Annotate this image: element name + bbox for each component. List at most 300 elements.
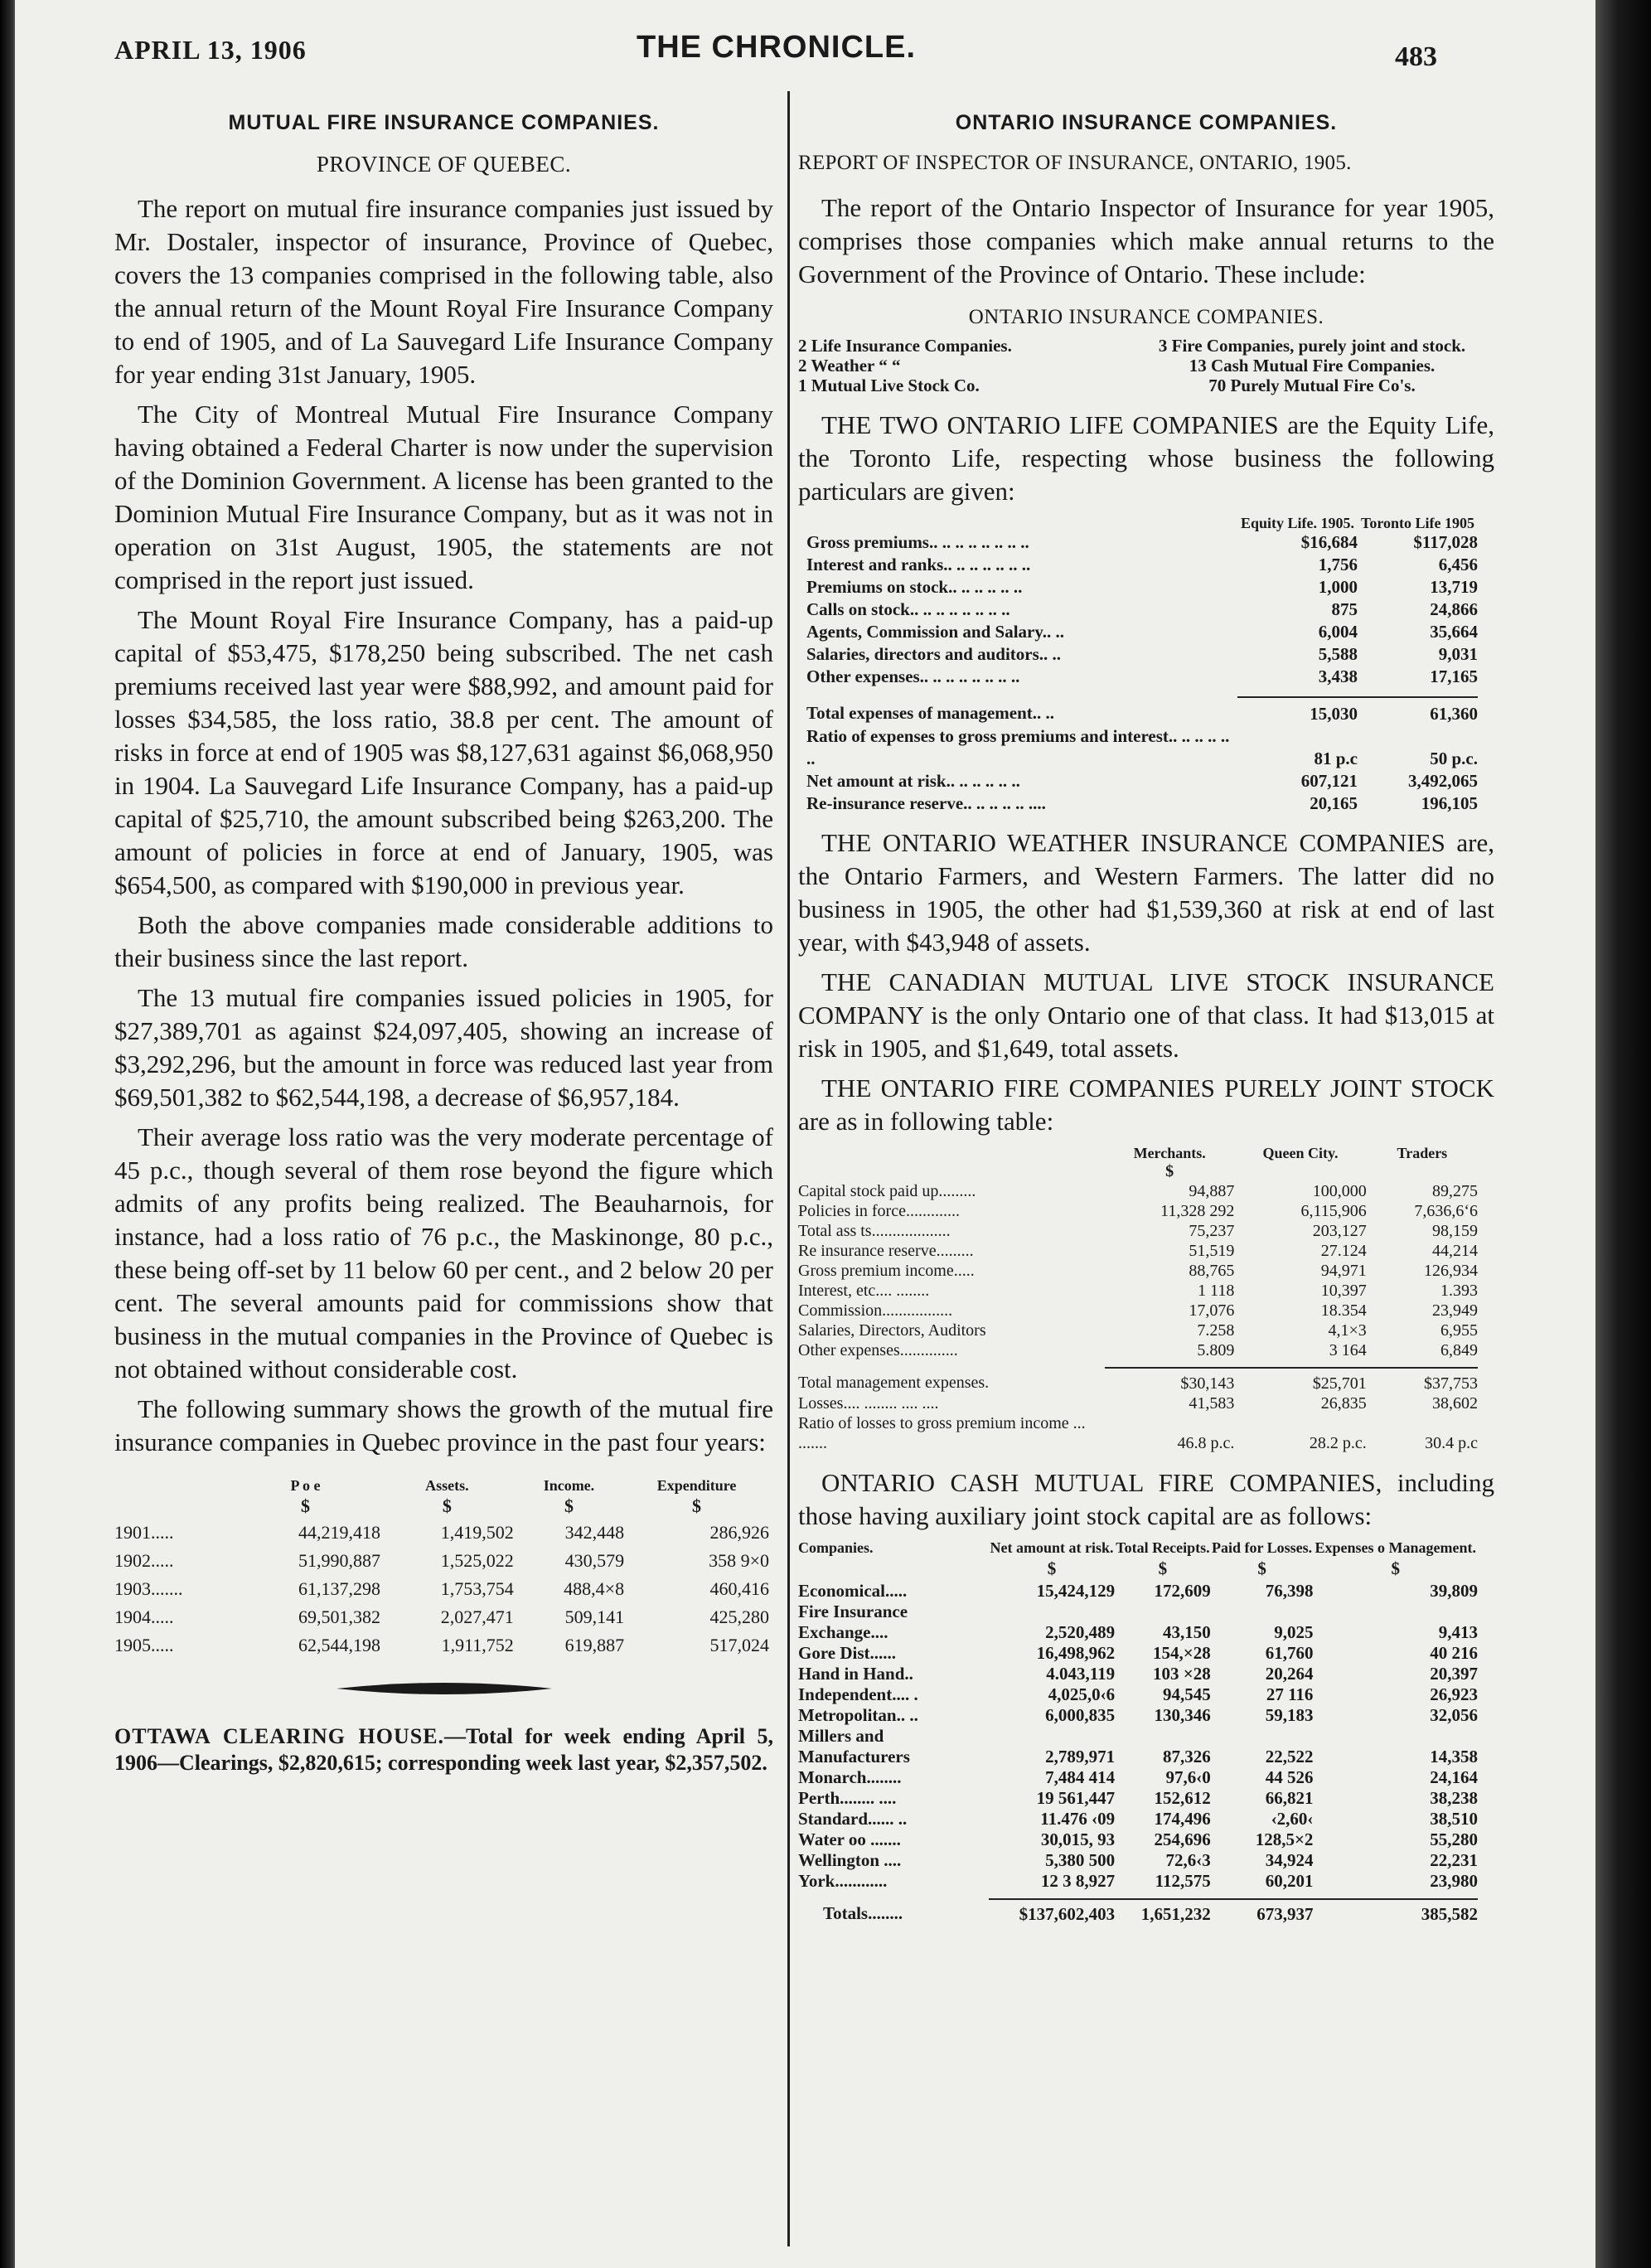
cell: 19 561,447 [1036,1788,1116,1808]
table-row [798,1340,1478,1360]
right-section-title: ONTARIO INSURANCE COMPANIES. [955,111,1338,134]
cell: 89,275 [1432,1182,1478,1200]
cell: 154,×28 [1153,1643,1211,1663]
cell [1211,1726,1314,1747]
cell: 66,821 [1265,1788,1314,1808]
cell: 673,937 [1256,1904,1314,1924]
cell: 40 216 [1430,1643,1478,1663]
row-label: Salaries, directors and auditors.. .. [806,644,1062,664]
table-row [806,621,1478,643]
table-row [806,697,1478,725]
cell [989,1726,1115,1747]
cell: 286,926 [709,1522,769,1543]
row-label: Total management expenses. [798,1374,990,1392]
paragraph: The Mount Royal Fire Insurance Company, has a paid-up capital of $53,475, $178,250 being subscribed. The net cash premiums received last year were $88,992, and amount paid for losses $34,585, the loss ratio, 38.8 per cent. The amount of risks in force at end of 1905 was $8,127,631 against $6,068,950 in 1904. La Sauvegard Life Insurance Company, has a paid-up capital of $25,710, the amount subscribed being $263,200. The amount of policies in force at end of January, 1905, was $654,500, as compared with $190,000 in previous year. [114,605,773,899]
col-header: Expenses o Management. [1315,1539,1476,1556]
table-row [798,1321,1478,1340]
cell: 87,326 [1163,1747,1211,1766]
ornamental-rule [114,1668,773,1707]
table-row [798,1281,1478,1301]
cell: 6,955 [1440,1321,1478,1340]
cell: 128,5×2 [1255,1829,1314,1849]
col-header: Expenditure [656,1477,737,1494]
cell [1313,1602,1478,1622]
table-row [114,1547,769,1575]
table-row [798,1368,1478,1393]
cell: 72,6‹3 [1165,1850,1211,1870]
cell: 30.4 p.c [1425,1434,1478,1452]
cell: 11,328 292 [1160,1202,1235,1220]
newspaper-page [15,0,1615,2268]
row-label: Premiums on stock.. .. .. .. .. .. [806,577,1023,597]
table-row [806,598,1478,621]
col-header: Equity Life. 1905. [1240,515,1354,531]
cell [1115,1726,1211,1747]
cell: 607,121 [1300,771,1358,791]
table-row [798,1747,1478,1767]
cell: 20,165 [1310,793,1358,813]
unit-label: $ [564,1495,574,1516]
table-row [806,666,1478,688]
table-row [798,1871,1478,1892]
cell: 69,501,382 [298,1606,380,1627]
cell: 38,238 [1430,1788,1478,1808]
row-label: Other expenses.............. [798,1341,958,1359]
row-label: Millers and [798,1726,884,1746]
paragraph: THE TWO ONTARIO LIFE COMPANIES are the Equity Life, the Toronto Life, respecting whose business the following particulars are given: [798,410,1494,506]
col-header: Traders [1397,1145,1448,1161]
cell: 3 164 [1329,1341,1367,1359]
life-companies-table [806,515,1478,815]
header-title: THE CHRONICLE. [637,30,916,65]
table-row [806,792,1478,815]
cell: 24,866 [1430,599,1478,619]
cell: $117,028 [1413,532,1478,552]
table-row [806,770,1478,792]
cell: 5,380 500 [1045,1850,1116,1870]
row-label: Exchange.... [798,1622,888,1642]
table-row [114,1519,769,1547]
col-header: Paid for Losses. [1212,1539,1313,1556]
cell: 10,397 [1320,1282,1367,1300]
companies-heading: ONTARIO INSURANCE COMPANIES. [968,306,1324,328]
cell: 619,887 [564,1635,625,1655]
cell: $37,753 [1424,1374,1478,1393]
paragraph: THE ONTARIO FIRE COMPANIES PURELY JOINT STOCK are as in following table: [798,1073,1494,1136]
paragraph: Their average loss ratio was the very moderate percentage of 45 p.c., though several of them rose beyond the figure which admits of any profits being realized. The Beauharnois, for instance, had a loss ratio of 76 p.c., the Maskinonge, 80 p.c., these being off-set by 11 below 60 per cent., and 2 below 20 per cent. The several amounts paid for commissions show that business in the mutual companies in the Province of Quebec is not obtained without considerable cost. [114,1122,773,1384]
unit-label: $ [1047,1558,1057,1578]
cell: 130,346 [1154,1705,1211,1725]
paragraph: THE ONTARIO WEATHER INSURANCE COMPANIES are, the Ontario Farmers, and Western Farmers. The latter did no business in 1905, the other had $1,539,360 at risk at end of last year, with $43,948 of assets. [798,828,1494,957]
row-label: Interest, etc.... ........ [798,1282,930,1300]
cell: 112,575 [1155,1871,1211,1891]
cell: 44,214 [1432,1242,1478,1260]
table-row [114,1603,769,1631]
row-label: Ratio of losses to gross premium income ... ....... [798,1414,1086,1452]
cell: 32,056 [1430,1705,1478,1725]
table-row [798,1413,1478,1453]
scan-right-border [1595,0,1651,2268]
list-cell: 3 Fire Companies, purely joint and stock. [1158,336,1466,356]
table-row [798,1664,1478,1684]
page-number: 483 [1395,41,1437,72]
table-row [798,1602,1478,1622]
table-row [114,1575,769,1603]
cell: 9,031 [1438,644,1478,664]
unit-label: $ [300,1495,310,1516]
cell: 385,582 [1421,1904,1478,1924]
cell: 23,980 [1430,1871,1478,1891]
cell: 100,000 [1312,1182,1367,1200]
table-row [806,531,1478,554]
row-label: Agents, Commission and Salary.. .. [806,622,1064,642]
row-label: Economical..... [798,1581,908,1601]
table-row [806,576,1478,598]
row-label: York............ [798,1871,888,1891]
cell: 14,358 [1430,1747,1478,1766]
cell: 26,835 [1320,1394,1367,1413]
cell: $16,684 [1300,532,1358,552]
table-row [798,1767,1478,1788]
left-column [114,99,773,1776]
cell [1115,1602,1211,1622]
col-header: Total Receipts. [1116,1539,1210,1556]
table-row [798,1261,1478,1281]
cell: 6,115,906 [1300,1202,1367,1220]
cell: 5,588 [1318,644,1358,664]
cell: 2,027,471 [440,1606,514,1627]
cell: 81 p.c [1314,749,1358,768]
cell: 11.476 ‹09 [1040,1809,1116,1829]
row-label: Metropolitan.. .. [798,1705,918,1725]
table-row [798,1788,1478,1809]
row-label: Re-insurance reserve.. .. .. .. .. .... [806,793,1046,813]
cell: $30,143 [1180,1374,1235,1393]
list-cell: 13 Cash Mutual Fire Companies. [1189,356,1436,376]
row-label: Totals........ [823,1903,903,1923]
cell: 4,1×3 [1328,1321,1367,1340]
unit-label: $ [442,1495,452,1516]
list-item [798,356,1494,376]
cell: 20,397 [1430,1664,1478,1684]
cell: 1,000 [1318,577,1358,597]
report-title: REPORT OF INSPECTOR OF INSURANCE, ONTARIO, 1905. [798,152,1352,174]
cell: 24,164 [1430,1767,1478,1787]
table-row [806,554,1478,576]
cell: 5.809 [1197,1341,1235,1359]
unit-label: $ [1165,1162,1174,1180]
cell: 1 118 [1198,1282,1235,1300]
table-row [798,1809,1478,1829]
cell: 30,015, 93 [1040,1829,1116,1849]
row-label: Manufacturers [798,1747,910,1766]
col-header: Queen City. [1262,1145,1339,1161]
cell: 34,924 [1265,1850,1314,1870]
col-header: Companies. [798,1539,874,1556]
list-cell: 2 Life Insurance Companies. [798,336,1012,356]
cell: 6,849 [1440,1341,1478,1359]
cell: 254,696 [1154,1829,1211,1849]
cell: 94,545 [1163,1684,1211,1704]
page-header [98,30,1465,80]
cell: 17,076 [1189,1301,1235,1320]
cell: 358 9×0 [709,1550,769,1571]
row-label: Fire Insurance [798,1602,908,1621]
table-row [798,1201,1478,1221]
cell [1211,1602,1314,1622]
cell: 39,809 [1430,1581,1478,1601]
cell: 460,416 [709,1578,769,1599]
list-cell: 1 Mutual Live Stock Co. [798,376,980,395]
row-label: 1902..... [114,1550,174,1571]
row-label: Capital stock paid up......... [798,1182,976,1200]
row-label: Salaries, Directors, Auditors [798,1321,986,1340]
paragraph: The report on mutual fire insurance companies just issued by Mr. Dostaler, inspector of insurance, Province of Quebec, covers the 13 companies comprised in the following table, also the annual return of the Mount Royal Fire Insurance Company to end of 1905, and of La Sauvegard Life Insurance Company for year ending 31st January, 1905. [114,194,773,389]
cell: 20,264 [1265,1664,1314,1684]
cell: 103 ×28 [1153,1664,1211,1684]
table-row [798,1581,1478,1602]
cell: 61,360 [1430,704,1478,724]
ornament-divider-icon [336,1679,552,1699]
cell: 98,159 [1432,1222,1478,1240]
right-column [798,99,1494,1928]
list-cell: 2 Weather “ “ [798,356,901,376]
col-header: Income. [543,1477,595,1494]
col-header: Assets. [425,1477,469,1494]
notice-text: —Total for week ending April 5, 1906—Clearings, $2,820,615; corresponding week last year, $2,357,502. [114,1724,773,1775]
unit-label: $ [1391,1558,1400,1578]
row-label: Independent.... . [798,1684,918,1704]
cell: 22,231 [1430,1850,1478,1870]
row-label: Losses.... ........ .... .... [798,1394,939,1413]
cell: 13,719 [1430,577,1478,597]
left-subtitle: PROVINCE OF QUEBEC. [316,152,572,177]
cell: 6,456 [1438,555,1478,574]
notice-lead: OTTAWA CLEARING HOUSE. [114,1724,445,1748]
cell: 44 526 [1265,1767,1314,1787]
cell: 12 3 8,927 [1040,1871,1116,1891]
table-row [798,1301,1478,1321]
cell: 2,789,971 [1045,1747,1116,1766]
row-label: Total expenses of management.. .. [806,703,1055,723]
paragraph: THE CANADIAN MUTUAL LIVE STOCK INSURANCE COMPANY is the only Ontario one of that class. It had $13,015 at risk in 1905, and $1,649, total assets. [798,967,1494,1063]
cell: 22,522 [1265,1747,1314,1766]
row-label: Standard...... .. [798,1809,908,1829]
row-label: 1904..... [114,1606,174,1627]
cell: 517,024 [709,1635,769,1655]
cell: 488,4×8 [564,1578,625,1599]
col-header: Net amount at risk. [990,1539,1114,1556]
cell: 3,492,065 [1408,771,1478,791]
cell [989,1602,1115,1622]
list-cell: 70 Purely Mutual Fire Co's. [1208,376,1416,395]
row-label: Gross premiums.. .. .. .. .. .. .. .. [806,532,1029,552]
column-rule [787,91,790,2246]
row-label: Total ass ts................... [798,1222,951,1240]
table-row [806,725,1478,770]
table-row [798,1829,1478,1850]
cell: 425,280 [709,1606,769,1627]
row-label: Gross premium income..... [798,1262,975,1280]
table-row [798,1181,1478,1201]
cell: 1,753,754 [440,1578,514,1599]
cell: 15,030 [1310,704,1358,724]
companies-list [798,336,1494,395]
cell: 38,602 [1432,1394,1478,1413]
cell: 15,424,129 [1036,1581,1116,1601]
table-row [798,1241,1478,1261]
row-label: Perth........ .... [798,1788,897,1808]
row-label: 1905..... [114,1635,174,1655]
cell: 94,887 [1189,1182,1235,1200]
table-row [798,1684,1478,1705]
cell: 38,510 [1430,1809,1478,1829]
cell: 4.043,119 [1046,1664,1116,1684]
table-row [806,643,1478,666]
cell: 6,004 [1318,622,1358,642]
row-label: Other expenses.. .. .. .. .. .. .. .. [806,666,1020,686]
paragraph: The following summary shows the growth of the mutual fire insurance companies in Quebec province in the past four years: [114,1394,773,1456]
unit-label: $ [1257,1558,1266,1578]
cell: $137,602,403 [1019,1904,1116,1924]
cell: 2,520,489 [1045,1622,1116,1642]
cell: 62,544,198 [298,1635,380,1655]
cell: 875 [1331,599,1358,619]
row-label: Monarch........ [798,1767,902,1787]
table-row [798,1850,1478,1871]
cell: 41,583 [1189,1394,1235,1413]
cell: 27.124 [1320,1242,1367,1260]
cell: 43,150 [1163,1622,1211,1642]
clearing-house-notice [114,1723,773,1776]
cell: 55,280 [1430,1829,1478,1849]
cell: 152,612 [1154,1788,1211,1808]
cell: 1,419,502 [440,1522,514,1543]
cell: 7,484 414 [1045,1767,1116,1787]
paragraph: ONTARIO CASH MUTUAL FIRE COMPANIES, including those having auxiliary joint stock capital are as follows: [798,1468,1494,1530]
totals-row [798,1899,1478,1928]
cell: 3,438 [1318,666,1358,686]
cell: 88,765 [1189,1262,1235,1280]
cell: $25,701 [1312,1374,1367,1393]
cell: 76,398 [1265,1581,1314,1601]
row-label: 1903....... [114,1578,183,1599]
cell: 35,664 [1430,622,1478,642]
list-item [798,336,1494,356]
cell: 9,413 [1438,1622,1478,1642]
paragraph: The report of the Ontario Inspector of Insurance for year 1905, comprises those companies which make annual returns to the Government of the Province of Ontario. These include: [798,193,1494,288]
table-row [798,1726,1478,1747]
row-label: Ratio of expenses to gross premiums and interest.. .. .. .. .. .. [806,726,1230,768]
cell: 97,6‹0 [1165,1767,1211,1787]
cell: 342,448 [564,1522,625,1543]
row-label: Commission................. [798,1301,953,1320]
cell: 60,201 [1265,1871,1314,1891]
list-item [798,376,1494,395]
cell: 203,127 [1312,1222,1367,1240]
cell: 51,990,887 [298,1550,380,1571]
joint-stock-table [798,1145,1478,1453]
cell: 1,651,232 [1140,1904,1211,1924]
paragraph: Both the above companies made considerable additions to their business since the last report. [114,910,773,972]
left-section-title: MUTUAL FIRE INSURANCE COMPANIES. [228,111,660,134]
cell: 430,579 [564,1550,625,1571]
cell: 50 p.c. [1430,749,1478,768]
table-row [798,1221,1478,1241]
cell: 44,219,418 [298,1522,380,1543]
cell: 61,760 [1265,1643,1314,1663]
cell: 16,498,962 [1036,1643,1116,1663]
cell: 59,183 [1265,1705,1314,1725]
cell: 1,525,022 [440,1550,514,1571]
col-header: Toronto Life 1905 [1360,515,1474,531]
cell: 51,519 [1189,1242,1235,1260]
cell: ‹2,60‹ [1271,1809,1314,1829]
cell: 23,949 [1432,1301,1478,1320]
cell: 26,923 [1430,1684,1478,1704]
row-label: 1901..... [114,1522,174,1543]
paragraph: The 13 mutual fire companies issued policies in 1905, for $27,389,701 as against $24,097,405, showing an increase of $3,292,296, but the amount in force was reduced last year from $69,501,382 to $62,544,198, a decrease of $6,957,184. [114,983,773,1112]
unit-label: $ [692,1495,702,1516]
cell: 1,756 [1318,555,1358,574]
row-label: Hand in Hand.. [798,1664,913,1684]
row-label: Gore Dist...... [798,1643,897,1663]
row-label: Wellington .... [798,1850,902,1870]
row-label: Net amount at risk.. .. .. .. .. .. [806,771,1020,791]
cell: 18.354 [1320,1301,1367,1320]
cash-mutual-table [798,1539,1478,1928]
cell: 75,237 [1189,1222,1235,1240]
col-header: Merchants. [1133,1145,1206,1161]
cell: 1.393 [1440,1282,1478,1300]
row-label: Re insurance reserve......... [798,1242,974,1260]
table-row [114,1631,769,1660]
cell: 172,609 [1154,1581,1211,1601]
table-row [798,1622,1478,1643]
cell: 174,496 [1154,1809,1211,1829]
cash-table-body [798,1581,1478,1892]
row-label: Policies in force............. [798,1202,960,1220]
row-label: Calls on stock.. .. .. .. .. .. .. .. [806,599,1010,619]
table-row [798,1643,1478,1664]
cell: 9,025 [1274,1622,1314,1642]
table-row [798,1393,1478,1413]
row-label: Interest and ranks.. .. .. .. .. .. .. [806,555,1031,574]
cell: 94,971 [1320,1262,1367,1280]
paragraph: The City of Montreal Mutual Fire Insurance Company having obtained a Federal Charter is now under the supervision of the Dominion Government. A license has been granted to the Dominion Mutual Fire Insurance Company, but as it was not in operation on 31st August, 1905, the statements are not comprised in the report just issued. [114,400,773,594]
cell: 1,911,752 [441,1635,514,1655]
quebec-summary-table [114,1477,769,1660]
cell: 4,025,0‹6 [1048,1684,1116,1704]
unit-label: $ [1158,1558,1168,1578]
col-header: P o e [290,1477,321,1494]
cell [1313,1726,1478,1747]
cell: 7,636,6‘6 [1414,1202,1478,1220]
row-label: Water oo ....... [798,1829,901,1849]
cell: 196,105 [1421,793,1478,813]
cell: 27 116 [1266,1684,1314,1704]
cell: 46.8 p.c. [1177,1434,1235,1452]
cell: 61,137,298 [298,1578,380,1599]
cell: 6,000,835 [1045,1705,1116,1725]
cell: 28.2 p.c. [1309,1434,1367,1452]
cell: 17,165 [1430,666,1478,686]
header-date: APRIL 13, 1906 [114,35,307,65]
cell: 126,934 [1424,1262,1478,1280]
cell: 7.258 [1197,1321,1235,1340]
table-row [798,1705,1478,1726]
cell: 509,141 [564,1606,625,1627]
